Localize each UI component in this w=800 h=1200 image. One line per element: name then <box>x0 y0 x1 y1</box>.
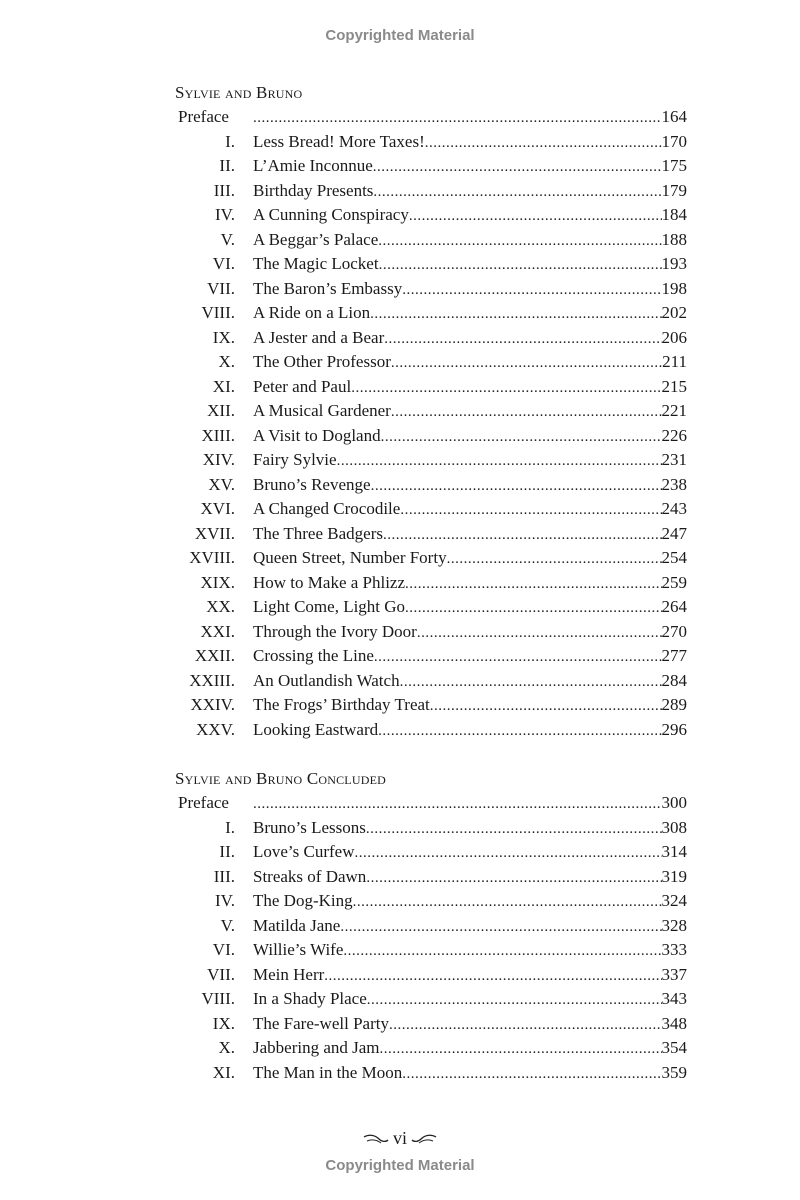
chapter-number: XXV. <box>196 719 235 739</box>
copyright-watermark-top: Copyrighted Material <box>325 27 475 44</box>
page-number: 170 <box>661 131 687 151</box>
toc-row-chapter <box>175 914 687 939</box>
page-number: 277 <box>661 646 687 665</box>
page-number: 319 <box>661 866 687 886</box>
chapter-number: X. <box>218 1038 235 1057</box>
toc-row-chapter <box>175 1012 687 1037</box>
toc-section-sylvie-and-bruno <box>175 81 687 742</box>
page-number: 264 <box>661 597 687 616</box>
page-number: 359 <box>661 1062 687 1082</box>
chapter-title: The Man in the Moon <box>253 1062 403 1082</box>
page-number: 175 <box>661 156 687 175</box>
section-title: Sylvie and Bruno <box>175 83 303 102</box>
toc-row-chapter <box>175 865 687 890</box>
toc-row-chapter <box>175 889 687 914</box>
chapter-title: Bruno’s Lessons <box>253 817 366 837</box>
page-number: 188 <box>661 229 687 249</box>
chapter-number: XVIII. <box>189 548 235 567</box>
page-number: 289 <box>661 695 687 714</box>
page-number: 184 <box>661 205 687 224</box>
chapter-title: Birthday Presents <box>253 180 374 200</box>
page-number: 198 <box>661 278 687 298</box>
dot-leader <box>400 498 661 523</box>
section-title: Sylvie and Bruno Concluded <box>175 769 386 788</box>
toc-row-chapter <box>175 252 687 277</box>
toc-row-chapter <box>175 644 687 669</box>
chapter-number: XXII. <box>194 646 235 665</box>
swash-ornament-icon <box>363 1133 389 1145</box>
toc-row-chapter <box>175 938 687 963</box>
chapter-title: Willie’s Wife <box>253 940 344 959</box>
dot-leader <box>373 180 661 205</box>
chapter-number: XIV. <box>202 450 235 469</box>
page-number: 328 <box>661 915 687 935</box>
dot-leader <box>366 817 662 842</box>
chapter-title: A Cunning Conspiracy <box>253 205 409 224</box>
page-number: 259 <box>661 572 687 592</box>
chapter-title: Queen Street, Number Forty <box>253 548 447 567</box>
toc-row-chapter <box>175 424 687 449</box>
chapter-number: XII. <box>207 401 235 420</box>
toc-row-chapter <box>175 669 687 694</box>
dot-leader <box>383 523 662 548</box>
toc-row-chapter <box>175 718 687 743</box>
toc-row-chapter <box>175 522 687 547</box>
toc-row-chapter <box>175 130 687 155</box>
dot-leader <box>343 939 661 964</box>
toc-row-chapter <box>175 497 687 522</box>
chapter-title: The Baron’s Embassy <box>253 278 403 298</box>
dot-leader <box>378 229 661 254</box>
page-number: 202 <box>661 303 687 322</box>
chapter-number: II. <box>219 842 235 861</box>
dot-leader <box>402 278 661 303</box>
page-number: 243 <box>661 499 687 518</box>
dot-leader <box>391 400 662 425</box>
dot-leader <box>379 253 662 278</box>
chapter-number: XXIII. <box>189 670 235 690</box>
page-folio <box>0 1128 800 1149</box>
dot-leader <box>373 155 662 180</box>
chapter-number: VII. <box>207 278 235 298</box>
page-number: 354 <box>661 1038 687 1057</box>
dot-leader <box>425 131 662 156</box>
toc-row-chapter <box>175 963 687 988</box>
toc-row-chapter <box>175 620 687 645</box>
page-number: 270 <box>661 621 687 641</box>
page-number: 247 <box>661 523 687 543</box>
dot-leader <box>253 792 662 817</box>
page-number: 308 <box>661 817 687 837</box>
dot-leader <box>391 351 662 376</box>
chapter-title: Crossing the Line <box>253 646 374 665</box>
toc-row-preface <box>175 791 687 816</box>
dot-leader <box>405 596 661 621</box>
chapter-number: I. <box>225 817 235 837</box>
dot-leader <box>402 1062 661 1087</box>
chapter-number: I. <box>225 131 235 151</box>
page-number: 193 <box>661 254 687 273</box>
chapter-title: A Changed Crocodile <box>253 499 401 518</box>
dot-leader <box>351 376 661 401</box>
page-number: 314 <box>661 842 687 861</box>
chapter-title: An Outlandish Watch <box>253 670 400 690</box>
dot-leader <box>380 1037 662 1062</box>
page-number: 179 <box>661 180 687 200</box>
page-number: 343 <box>661 989 687 1008</box>
chapter-title: The Dog-King <box>253 891 353 910</box>
page-number: 221 <box>661 401 687 420</box>
chapter-title: L’Amie Inconnue <box>253 156 373 175</box>
chapter-number: XX. <box>206 597 235 616</box>
dot-leader <box>447 547 662 572</box>
chapter-number: V. <box>220 915 235 935</box>
dot-leader <box>353 890 662 915</box>
toc-row-chapter <box>175 1036 687 1061</box>
chapter-number: III. <box>213 866 235 886</box>
toc-row-chapter <box>175 154 687 179</box>
toc-row-chapter <box>175 473 687 498</box>
chapter-number: VIII. <box>201 989 235 1008</box>
dot-leader <box>409 204 662 229</box>
dot-leader <box>366 866 661 891</box>
preface-label: Preface <box>178 793 229 812</box>
chapter-title: The Other Professor <box>253 352 391 371</box>
page-number: 211 <box>662 352 687 371</box>
toc-section-sylvie-and-bruno-concluded <box>175 767 687 1085</box>
chapter-number: XXI. <box>200 621 235 641</box>
dot-leader <box>337 449 662 474</box>
chapter-title: Looking Eastward <box>253 719 379 739</box>
dot-leader <box>417 621 662 646</box>
toc-row-preface <box>175 105 687 130</box>
chapter-number: II. <box>219 156 235 175</box>
toc-row-chapter <box>175 179 687 204</box>
page-number: 206 <box>661 327 687 347</box>
dot-leader <box>370 302 661 327</box>
chapter-number: XVII. <box>194 523 235 543</box>
toc-row-chapter <box>175 399 687 424</box>
page-number: 284 <box>661 670 687 690</box>
chapter-title: How to Make a Phlizz <box>253 572 406 592</box>
chapter-number: XV. <box>208 474 235 494</box>
chapter-number: XXIV. <box>190 695 235 714</box>
page-number: 300 <box>661 793 687 812</box>
chapter-number: XIII. <box>201 425 235 445</box>
chapter-title: The Three Badgers <box>253 523 383 543</box>
dot-leader <box>378 719 661 744</box>
dot-leader <box>355 841 662 866</box>
chapter-title: A Visit to Dogland <box>253 425 381 445</box>
page-number: 215 <box>661 376 687 396</box>
chapter-number: VI. <box>212 254 235 273</box>
chapter-title: Peter and Paul <box>253 376 352 396</box>
chapter-title: Mein Herr <box>253 964 325 984</box>
chapter-number: V. <box>220 229 235 249</box>
dot-leader <box>253 106 662 131</box>
dot-leader <box>371 474 662 499</box>
chapter-title: Light Come, Light Go <box>253 597 406 616</box>
dot-leader <box>340 915 661 940</box>
chapter-title: Through the Ivory Door <box>253 621 417 641</box>
toc-row-chapter <box>175 693 687 718</box>
dot-leader <box>405 572 661 597</box>
chapter-title: In a Shady Place <box>253 989 367 1008</box>
toc-row-chapter <box>175 326 687 351</box>
toc-row-chapter <box>175 375 687 400</box>
chapter-number: XI. <box>212 376 235 396</box>
chapter-title: The Frogs’ Birthday Treat <box>253 695 430 714</box>
dot-leader <box>324 964 661 989</box>
toc-row-chapter <box>175 816 687 841</box>
chapter-title: Fairy Sylvie <box>253 450 337 469</box>
toc-row-chapter <box>175 571 687 596</box>
chapter-number: X. <box>218 352 235 371</box>
page-number: 254 <box>661 548 687 567</box>
swash-ornament-icon <box>411 1133 437 1145</box>
dot-leader <box>374 645 662 670</box>
dot-leader <box>381 425 662 450</box>
toc-row-chapter <box>175 840 687 865</box>
chapter-number: IX. <box>212 1013 235 1033</box>
page-number: 238 <box>661 474 687 494</box>
dot-leader <box>389 1013 662 1038</box>
chapter-title: The Magic Locket <box>253 254 379 273</box>
toc-row-chapter <box>175 228 687 253</box>
toc-row-chapter <box>175 203 687 228</box>
chapter-number: IX. <box>212 327 235 347</box>
toc-row-chapter <box>175 595 687 620</box>
chapter-number: XI. <box>212 1062 235 1082</box>
chapter-title: Streaks of Dawn <box>253 866 367 886</box>
page-number: 296 <box>661 719 687 739</box>
chapter-number: IV. <box>215 205 235 224</box>
chapter-title: Bruno’s Revenge <box>253 474 371 494</box>
chapter-number: VII. <box>207 964 235 984</box>
chapter-number: XIX. <box>200 572 235 592</box>
chapter-number: IV. <box>215 891 235 910</box>
chapter-number: VIII. <box>201 303 235 322</box>
dot-leader <box>367 988 662 1013</box>
page-folio-number: vi <box>392 1128 407 1148</box>
toc-row-chapter <box>175 546 687 571</box>
page-number: 324 <box>661 891 687 910</box>
chapter-title: Less Bread! More Taxes! <box>253 131 425 151</box>
toc-row-chapter <box>175 448 687 473</box>
dot-leader <box>430 694 662 719</box>
toc-row-chapter <box>175 350 687 375</box>
chapter-title: A Jester and a Bear <box>253 327 385 347</box>
page-number: 164 <box>661 107 687 126</box>
toc-row-chapter <box>175 277 687 302</box>
copyright-watermark-bottom: Copyrighted Material <box>325 1157 475 1174</box>
page-number: 333 <box>661 940 687 959</box>
chapter-title: Love’s Curfew <box>253 842 355 861</box>
toc-row-chapter <box>175 987 687 1012</box>
chapter-title: Matilda Jane <box>253 915 341 935</box>
page-number: 226 <box>661 425 687 445</box>
page-number: 231 <box>661 450 687 469</box>
dot-leader <box>384 327 661 352</box>
toc-row-chapter <box>175 301 687 326</box>
chapter-number: XVI. <box>200 499 235 518</box>
dot-leader <box>400 670 662 695</box>
chapter-number: III. <box>213 180 235 200</box>
page-number: 337 <box>661 964 687 984</box>
chapter-number: VI. <box>212 940 235 959</box>
page-number: 348 <box>661 1013 687 1033</box>
chapter-title: A Musical Gardener <box>253 401 391 420</box>
chapter-title: A Beggar’s Palace <box>253 229 379 249</box>
chapter-title: The Fare-well Party <box>253 1013 389 1033</box>
chapter-title: A Ride on a Lion <box>253 303 371 322</box>
chapter-title: Jabbering and Jam <box>253 1038 380 1057</box>
toc-row-chapter <box>175 1061 687 1086</box>
preface-label: Preface <box>178 107 229 126</box>
